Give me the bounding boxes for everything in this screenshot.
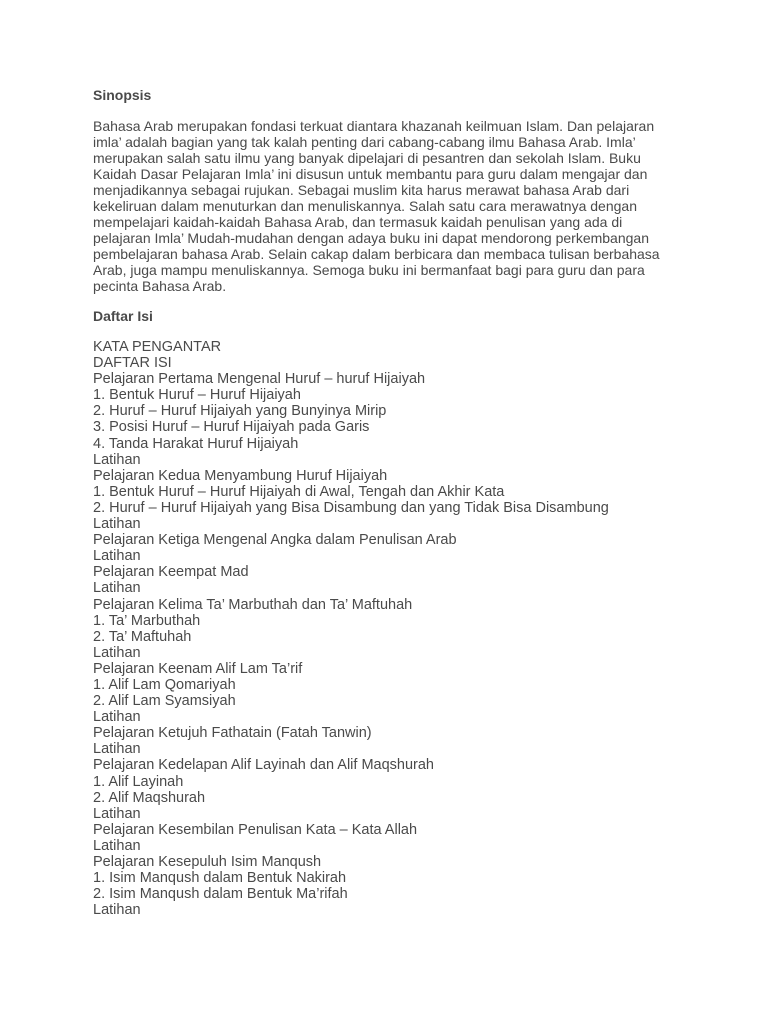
toc-item: Pelajaran Keempat Mad <box>93 564 249 581</box>
toc-item: 2. Isim Manqush dalam Bentuk Ma’rifah <box>93 886 348 903</box>
toc-item: Latihan <box>93 805 141 822</box>
toc-item: KATA PENGANTAR <box>93 339 222 355</box>
toc-item: Latihan <box>93 580 141 597</box>
toc-item: 2. Alif Maqshurah <box>93 789 206 806</box>
toc-item: 1. Alif Lam Qomariyah <box>93 676 236 693</box>
toc-item: Latihan <box>93 902 141 919</box>
toc-item: Latihan <box>93 644 141 661</box>
toc-item: Pelajaran Ketiga Mengenal Angka dalam Penulisan Arab <box>93 532 457 549</box>
toc-item: 1. Bentuk Huruf – Huruf Hijaiyah <box>93 387 301 404</box>
toc-item: Pelajaran Keenam Alif Lam Ta’rif <box>93 660 303 677</box>
toc-item: Pelajaran Kesepuluh Isim Manqush <box>93 854 322 870</box>
toc-item: 2. Alif Lam Syamsiyah <box>93 693 236 710</box>
toc-item: Latihan <box>93 516 141 533</box>
toc-item: Pelajaran Ketujuh Fathatain (Fatah Tanwin) <box>93 725 372 742</box>
document-page <box>93 86 683 918</box>
toc-item: 3. Posisi Huruf – Huruf Hijaiyah pada Garis <box>93 419 370 436</box>
toc-item: 1. Bentuk Huruf – Huruf Hijaiyah di Awal, Tengah dan Akhir Kata <box>93 483 505 500</box>
toc-item: 1. Ta’ Marbuthah <box>93 612 201 629</box>
sinopsis-paragraph: Bahasa Arab merupakan fondasi terkuat diantara khazanah keilmuan Islam. Dan pelajaran imla’ adalah bagian yang tak kalah penting dari cabang-cabang ilmu Bahasa Arab. Imla’ merupakan salah satu ilmu yang banyak dipelajari di pesantren dan sekolah Islam. Buku Kaidah Dasar Pelajaran Imla’ ini disusun untuk membantu para guru dalam mengajar dan menjadikannya sebagai rujukan. Sebagai muslim kita harus merawat bahasa Arab dari kekeliruan dalam menuturkan dan menuliskannya. Salah satu cara merawatnya dengan mempelajari kaidah-kaidah Bahasa Arab, dan termasuk kaidah penulisan yang ada di pelajaran Imla’ Mudah-mudahan dengan adaya buku ini dapat mendorong perkembangan pembelajaran bahasa Arab. Selain cakap dalam berbicara dan membaca tulisan berbahasa Arab, juga mampu menuliskannya. Semoga buku ini bermanfaat bagi para guru dan para pecinta Bahasa Arab. <box>93 118 660 294</box>
toc-item: Pelajaran Kedua Menyambung Huruf Hijaiyah <box>93 467 388 484</box>
toc-item: DAFTAR ISI <box>93 355 172 372</box>
toc-item: Latihan <box>93 451 141 468</box>
daftar-isi-heading: Daftar Isi <box>93 308 153 324</box>
toc-item: Latihan <box>93 709 141 726</box>
sinopsis-heading: Sinopsis <box>93 87 152 103</box>
toc-item: Latihan <box>93 837 141 854</box>
toc-item: Pelajaran Pertama Mengenal Huruf – huruf Hijaiyah <box>93 371 426 388</box>
toc-item: 2. Huruf – Huruf Hijaiyah yang Bunyinya Mirip <box>93 403 387 420</box>
table-of-contents <box>93 339 683 918</box>
toc-item: 4. Tanda Harakat Huruf Hijaiyah <box>93 435 299 452</box>
toc-item: Pelajaran Kesembilan Penulisan Kata – Kata Allah <box>93 821 418 838</box>
toc-item: 2. Huruf – Huruf Hijaiyah yang Bisa Disambung dan yang Tidak Bisa Disambung <box>93 499 609 516</box>
toc-item: Latihan <box>93 548 141 565</box>
toc-item: Pelajaran Kedelapan Alif Layinah dan Alif Maqshurah <box>93 757 434 774</box>
toc-item: Latihan <box>93 741 141 758</box>
toc-item: 1. Isim Manqush dalam Bentuk Nakirah <box>93 870 347 887</box>
toc-item: Pelajaran Kelima Ta’ Marbuthah dan Ta’ Maftuhah <box>93 596 413 613</box>
toc-item: 2. Ta’ Maftuhah <box>93 628 192 645</box>
toc-item: 1. Alif Layinah <box>93 773 184 790</box>
